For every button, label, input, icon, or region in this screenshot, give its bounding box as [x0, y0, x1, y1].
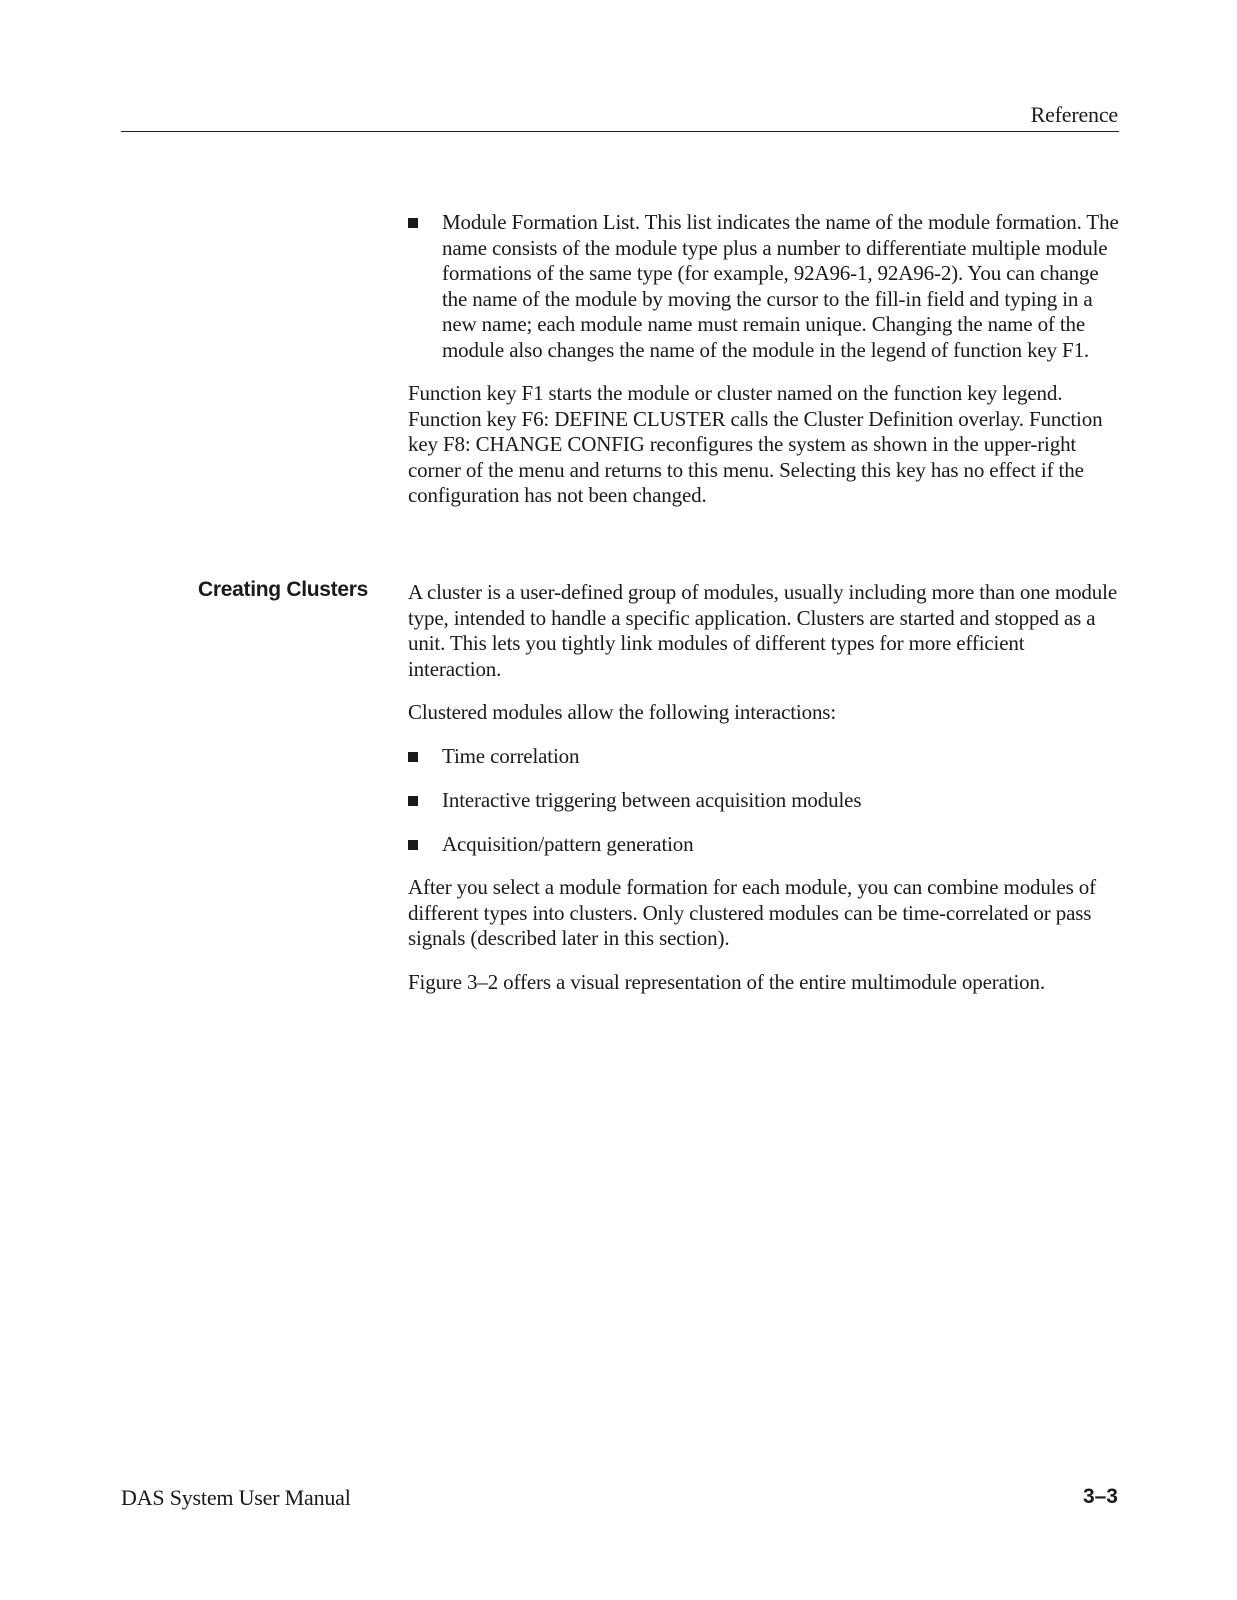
after-paragraph: After you select a module formation for each module, you can combine modules of different types into clusters. Only clustered modules can be time-correlated or pass signals (described later in this section). — [408, 875, 1096, 950]
lead-paragraph: Clustered modules allow the following interactions: — [408, 700, 837, 724]
intro-paragraph: A cluster is a user-defined group of modules, usually including more than one module type, intended to handle a specific application. Clusters are started and stopped as a unit. This lets you tightly link modules of different types for more efficient interaction. — [408, 580, 1117, 681]
section-heading: Creating Clusters — [198, 578, 368, 601]
square-bullet-icon — [408, 840, 418, 850]
header-rule — [121, 131, 1119, 132]
list-item — [408, 832, 1120, 858]
module-formation-block — [408, 210, 1120, 509]
list-item-text: Time correlation — [442, 743, 580, 768]
list-item — [408, 210, 1120, 363]
square-bullet-icon — [408, 218, 418, 228]
list-item — [408, 788, 1120, 814]
square-bullet-icon — [408, 752, 418, 762]
list-item-text: Module Formation List. This list indicates the name of the module formation. The name consists of the module type plus a number to differentiate multiple module formations of the same type (for example, 92A96-1, 92A96-2). You can change the name of the module by moving the cursor to the fill-in field and typing in a new name; each module name must remain unique. Changing the name of the module also changes the name of the module in the legend of function key F1. — [442, 210, 1119, 362]
function-keys-paragraph: Function key F1 starts the module or cluster named on the function key legend. Function key F6: DEFINE CLUSTER calls the Cluster Definition overlay. Function key F8: CHANGE CONFIG reconfigures the system as shown in the upper-right corner of the menu and returns to this menu. Selecting this key has no effect if the configuration has not been changed. — [408, 381, 1103, 507]
header-section-label: Reference — [1030, 102, 1118, 127]
creating-clusters-block — [408, 580, 1120, 995]
page-number: 3–3 — [1082, 1485, 1118, 1508]
footer-title: DAS System User Manual — [121, 1485, 351, 1510]
list-item — [408, 744, 1120, 770]
figure-reference-paragraph: Figure 3–2 offers a visual representation of the entire multimodule operation. — [408, 969, 1045, 994]
list-item-text: Acquisition/pattern generation — [442, 831, 694, 856]
square-bullet-icon — [408, 796, 418, 806]
list-item-text: Interactive triggering between acquisition modules — [442, 788, 862, 812]
